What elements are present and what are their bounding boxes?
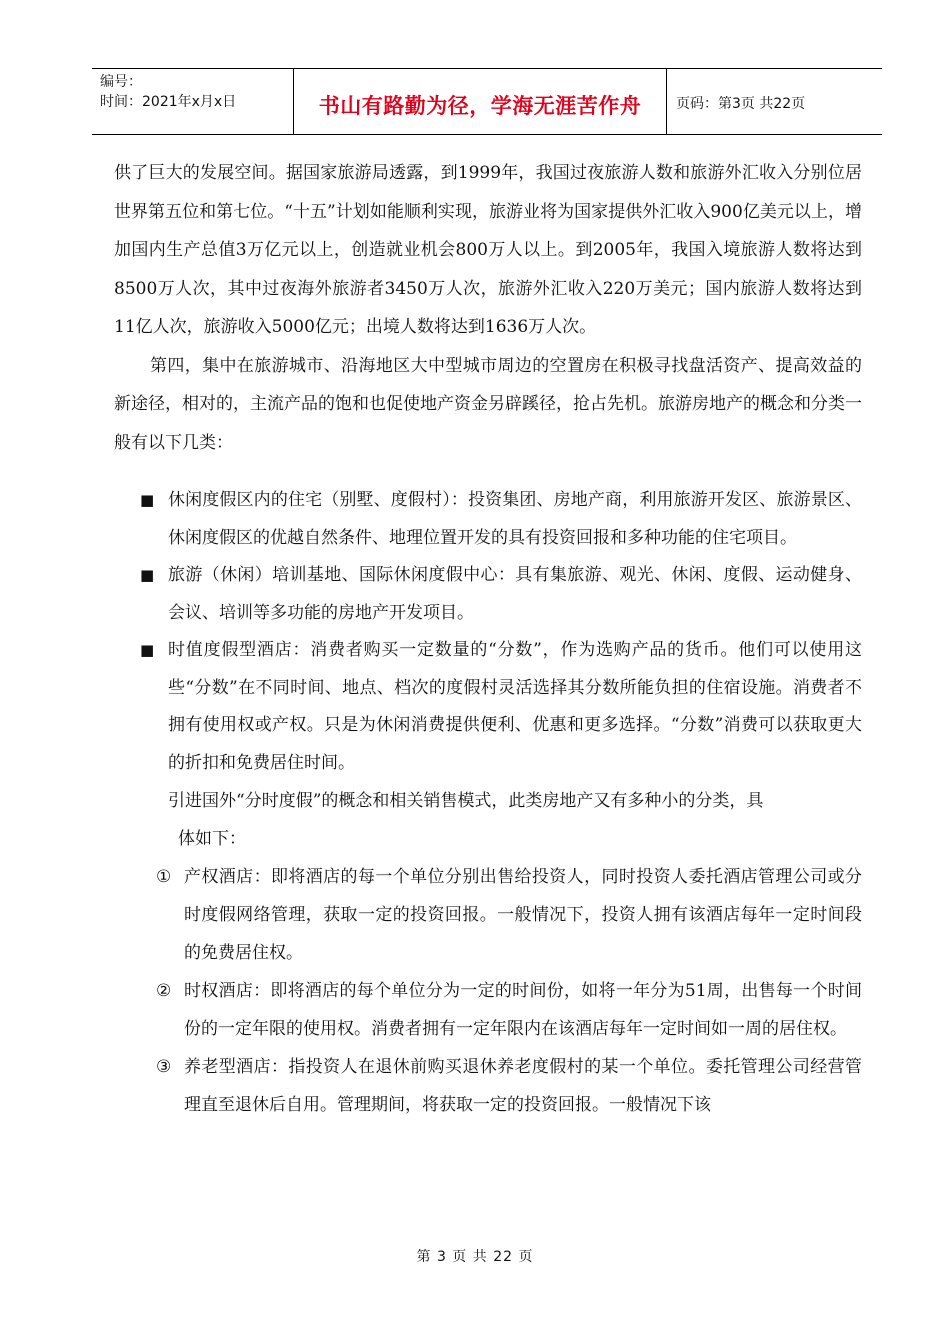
circled-number-3: ③ [156,1057,172,1077]
circled-number-1: ① [156,867,172,887]
lead-paragraph [114,782,862,858]
numbered-item [114,972,862,1048]
header-top-rule [92,68,882,69]
bullet-text: 旅游（休闲）培训基地、国际休闲度假中心：具有集旅游、观光、休闲、度假、运动健身、会议、培训等多功能的房地产开发项目。 [168,565,862,623]
numbered-text: 产权酒店：即将酒店的每一个单位分别出售给投资人，同时投资人委托酒店管理公司或分时度假网络管理，获取一定的投资回报。一般情况下，投资人拥有该酒店每年一定时间段的免费居住权。 [184,867,862,963]
paragraph-1: 供了巨大的发展空间。据国家旅游局透露，到1999年，我国过夜旅游人数和旅游外汇收入分别位居世界第五位和第七位。“十五”计划如能顺利实现，旅游业将为国家提供外汇收入900亿美元以上，增加国内生产总值3万亿元以上，创造就业机会800万人以上。到2005年，我国入境旅游人数将达到8500万人次，其中过夜海外旅游者3450万人次，旅游外汇收入220万美元；国内旅游人数将达到11亿人次，旅游收入5000亿元；出境人数将达到1636万人次。 [114,163,862,337]
lead-line-2: 体如下： [178,829,246,849]
bullet-item [114,482,862,557]
header-time-label: 时间：2021年x月x日 [100,94,237,110]
bullet-square-icon: ■ [140,641,155,659]
header-bottom-rule [92,134,882,135]
bullet-item [114,557,862,632]
numbered-text: 时权酒店：即将酒店的每个单位分为一定的时间份，如将一年分为51周，出售每一个时间份的一定年限的使用权。消费者拥有一定年限内在该酒店每年一定时间如一周的居住权。 [184,981,862,1039]
header-page-label: 页码：第3页 共22页 [676,96,806,112]
paragraph-2: 第四，集中在旅游城市、沿海地区大中型城市周边的空置房在积极寻找盘活资产、提高效益的新途径，相对的，主流产品的饱和也促使地产资金另辟蹊径，抢占先机。旅游房地产的概念和分类一般有以下几类： [114,355,862,453]
header-number-label: 编号： [100,74,142,90]
header-motto: 书山有路勤为径，学海无涯苦作舟 [318,94,642,118]
numbered-item [114,1048,862,1124]
lead-line-1: 引进国外“分时度假”的概念和相关销售模式，此类房地产又有多种小的分类，具 [168,791,764,811]
bullet-text: 时值度假型酒店：消费者购买一定数量的“分数”，作为选购产品的货币。他们可以使用这些“分数”在不同时间、地点、档次的度假村灵活选择其分数所能负担的住宿设施。消费者不拥有使用权或产权。只是为休闲消费提供便利、优惠和更多选择。“分数”消费可以获取更大的折扣和免费居住时间。 [168,640,862,773]
bullet-square-icon: ■ [140,491,155,509]
bullet-text: 休闲度假区内的住宅（别墅、度假村）：投资集团、房地产商，利用旅游开发区、旅游景区、休闲度假区的优越自然条件、地理位置开发的具有投资回报和多种功能的住宅项目。 [168,490,862,548]
numbered-item [114,858,862,972]
header-divider-right [666,68,667,134]
bullet-square-icon: ■ [140,566,155,584]
circled-number-2: ② [156,981,172,1001]
document-body [114,154,862,1124]
bullet-item [114,632,862,782]
header-meta [100,72,236,112]
page-footer: 第 3 页 共 22 页 [416,1249,534,1265]
numbered-text: 养老型酒店：指投资人在退休前购买退休养老度假村的某一个单位。委托管理公司经营管理直至退休后自用。管理期间，将获取一定的投资回报。一般情况下该 [184,1057,862,1115]
